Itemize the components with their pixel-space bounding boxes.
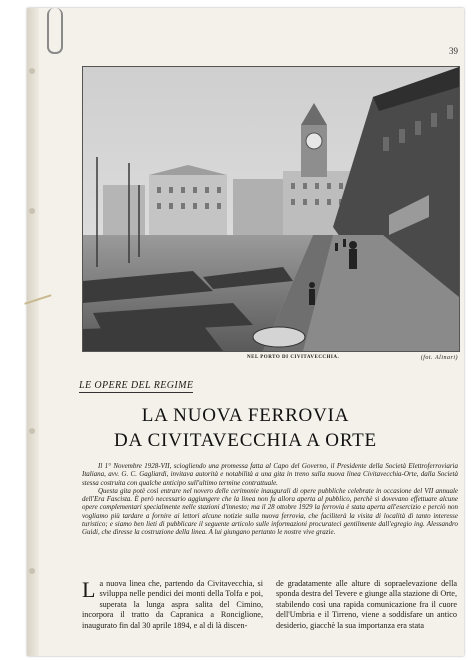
body-column-right: de gradatamente alle alture di sopraelevazione della sponda destra del Tevere e giunge alla stazione di Orte, stabilendo così una rapida comunicazione fra il cuore dell'Umbria e il Tirreno, viene a soddisfare un antico desiderio, giacchè la sua importanza era stata xyxy=(276,579,457,630)
binding-hole xyxy=(29,68,35,74)
paper-clip xyxy=(47,8,63,54)
photo-caption: NEL PORTO DI CIVITAVECCHIA. xyxy=(247,355,340,360)
intro-paragraph: Questa gita potè così entrare nel novero delle cerimonie inaugurali di opere pubbliche celebrate in occasione del VII annuale dell'Era Fascista. È però necessario aggiungere che la linea non fu allora aperta al pubblico, perchè si dovevano effettuare alcune opere complementari specialmente nelle stazioni d'innesto; ma il 28 ottobre 1929 la ferrovia è stata aperta all'esercizio e perciò non vogliamo più tardare a fornire ai lettori alcune notizie sulla nuova ferrovia, che faciliterà la visita di località di tanto interesse turistico; e siamo ben lieti di pubblicare il seguente articolo sulle informazioni procurateci gentilmente dall'egregio ing. Alessandro Guidi, che diresse la costruzione della linea. A lui giungano pertanto le nostre vive grazie. xyxy=(82,486,458,537)
binding-hole xyxy=(29,208,35,214)
intro-block xyxy=(82,462,458,537)
harbor-photograph xyxy=(82,66,460,352)
photo-credit: (fot. Alinari) xyxy=(420,355,458,361)
magazine-page xyxy=(27,8,464,656)
intro-paragraph: Il 1° Novembre 1928-VII, sciogliendo una promessa fatta al Capo del Governo, il Presidente della Società Elettroferroviaria Italiana, avv. G. C. Gagliardi, invitava autorità e notabilità a una gita in treno sulla nuova linea Civitavecchia-Orte, dalla Società stessa costruita con qualche anticipo sull'ultimo termine contrattuale. xyxy=(82,462,458,487)
section-label: LE OPERE DEL REGIME xyxy=(79,380,194,391)
page-binding-strip xyxy=(27,8,39,656)
body-text-left: a nuova linea che, partendo da Civitavecchia, si sviluppa nelle pendici dei monti della Tolfa e poi, superata la lunga aspra salita del Cimino, incorpora il tratto da Capranica a Ronciglione, inaugurato fin dal 30 aprile 1894, e al di là discen- xyxy=(82,579,263,630)
page-number: 39 xyxy=(449,46,458,56)
article-title-line-1: LA NUOVA FERROVIA xyxy=(141,405,350,426)
binding-hole xyxy=(29,568,35,574)
drop-cap: L xyxy=(82,577,96,602)
body-column-left xyxy=(82,579,263,631)
article-title-line-2: DA CIVITAVECCHIA A ORTE xyxy=(114,430,377,451)
